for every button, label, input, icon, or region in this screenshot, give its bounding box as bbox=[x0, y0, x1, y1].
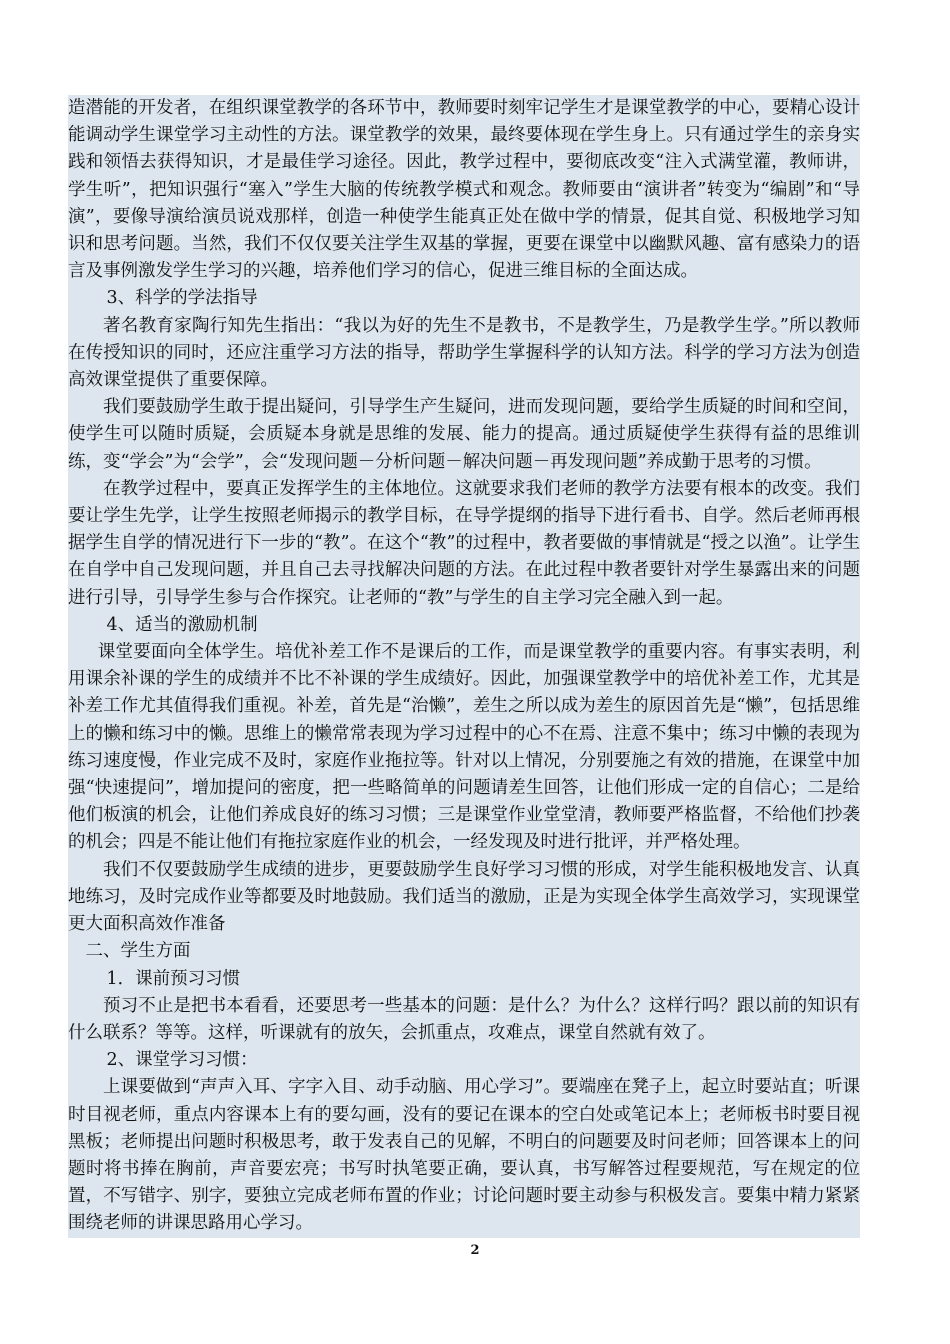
page-number: 2 bbox=[470, 1243, 480, 1258]
paragraph: 造潜能的开发者，在组织课堂教学的各环节中，教师要时刻牢记学生才是课堂教学的中心，要精心设计能调动学生课堂学习主动性的方法。课堂教学的效果，最终要体现在学生身上。只有通过学生的亲身实践和领悟去获得知识，才是最佳学习途径。因此，教学过程中，要彻底改变“注入式满堂灌，教师讲，学生听”，把知识强行“塞入”学生大脑的传统教学模式和观念。教师要由“演讲者”转变为“编剧”和“导演”，要像导演给演员说戏那样，创造一种使学生能真正处在做中学的情景，促其自觉、积极地学习知识和思考问题。当然，我们不仅仅要关注学生双基的掌握，更要在课堂中以幽默风趣、富有感染力的语言及事例激发学生学习的兴趣，培养他们学习的信心，促进三维目标的全面达成。 bbox=[68, 98, 860, 282]
paragraph: 我们不仅要鼓励学生成绩的进步，更要鼓励学生良好学习习惯的形成，对学生能积极地发言、认真地练习，及时完成作业等都要及时地鼓励。我们适当的激励，正是为实现全体学生高效学习，实现课堂更大面积高效作准备 bbox=[68, 859, 860, 935]
section-heading: 二、学生方面 bbox=[85, 941, 191, 962]
subsection-heading: 2、课堂学习习惯： bbox=[106, 1050, 258, 1071]
paragraph: 我们要鼓励学生敢于提出疑问，引导学生产生疑问，进而发现问题，要给学生质疑的时间和空间，使学生可以随时质疑，会质疑本身就是思维的发展、能力的提高。通过质疑使学生获得有益的思维训练，变“学会”为“会学”，会“发现问题－分析问题－解决问题－再发现问题”养成勤于思考的习惯。 bbox=[68, 397, 860, 472]
section-heading: 3、科学的学法指导 bbox=[106, 288, 258, 309]
subsection-heading: 1．课前预习习惯 bbox=[106, 968, 241, 989]
paragraph: 在教学过程中，要真正发挥学生的主体地位。这就要求我们老师的教学方法要有根本的改变。我们要让学生先学，让学生按照老师揭示的教学目标，在导学提纲的指导下进行看书、自学。然后老师再根据学生自学的情况进行下一步的“教”。在这个“教”的过程中，教者要做的事情就是“授之以渔”。让学生在自学中自己发现问题，并且自己去寻找解决问题的方法。在此过程中教者要针对学生暴露出来的问题进行引导，引导学生参与合作探究。让老师的“教”与学生的自主学习完全融入到一起。 bbox=[68, 478, 860, 608]
paragraph: 预习不止是把书本看看，还要思考一些基本的问题：是什么？为什么？这样行吗？跟以前的知识有什么联系？等等。这样，听课就有的放矢，会抓重点，攻难点，课堂自然就有效了。 bbox=[68, 995, 860, 1043]
paragraph: 著名教育家陶行知先生指出：“我以为好的先生不是教书，不是教学生，乃是教学生学。”所以教师在传授知识的同时，还应注重学习方法的指导，帮助学生掌握科学的认知方法。科学的学习方法为创造高效课堂提供了重要保障。 bbox=[68, 315, 860, 391]
body-text bbox=[68, 95, 860, 1238]
paragraph: 上课要做到“声声入耳、字字入目、动手动脑、用心学习”。要端座在凳子上，起立时要站直；听课时目视老师，重点内容课本上有的要勾画，没有的要记在课本的空白处或笔记本上；老师板书时要目视黑板；老师提出问题时积极思考，敢于发表自己的见解，不明白的问题要及时问老师；回答课本上的问题时将书捧在胸前，声音要宏亮；书写时执笔要正确，要认真，书写解答过程要规范，写在规定的位置，不写错字、别字，要独立完成老师布置的作业；讨论问题时要主动参与积极发言。要集中精力紧紧围绕老师的讲课思路用心学习。 bbox=[68, 1077, 860, 1234]
paragraph: 课堂要面向全体学生。培优补差工作不是课后的工作，而是课堂教学的重要内容。有事实表明，利用课余补课的学生的成绩并不比不补课的学生成绩好。因此，加强课堂教学中的培优补差工作，尤其是补差工作尤其值得我们重视。补差，首先是“治懒”，差生之所以成为差生的原因首先是“懒”，包括思维上的懒和练习中的懒。思维上的懒常常表现为学习过程中的心不在焉、注意不集中；练习中懒的表现为练习速度慢，作业完成不及时，家庭作业拖拉等。针对以上情况，分别要施之有效的措施，在课堂中加强“快速提问”，增加提问的密度，把一些略简单的问题请差生回答，让他们形成一定的自信心；二是给他们板演的机会，让他们养成良好的练习习惯；三是课堂作业堂堂清，教师要严格监督，不给他们抄袭的机会；四是不能让他们有拖拉家庭作业的机会，一经发现及时进行批评，并严格处理。 bbox=[68, 642, 860, 853]
section-heading: 4、适当的激励机制 bbox=[106, 614, 258, 635]
